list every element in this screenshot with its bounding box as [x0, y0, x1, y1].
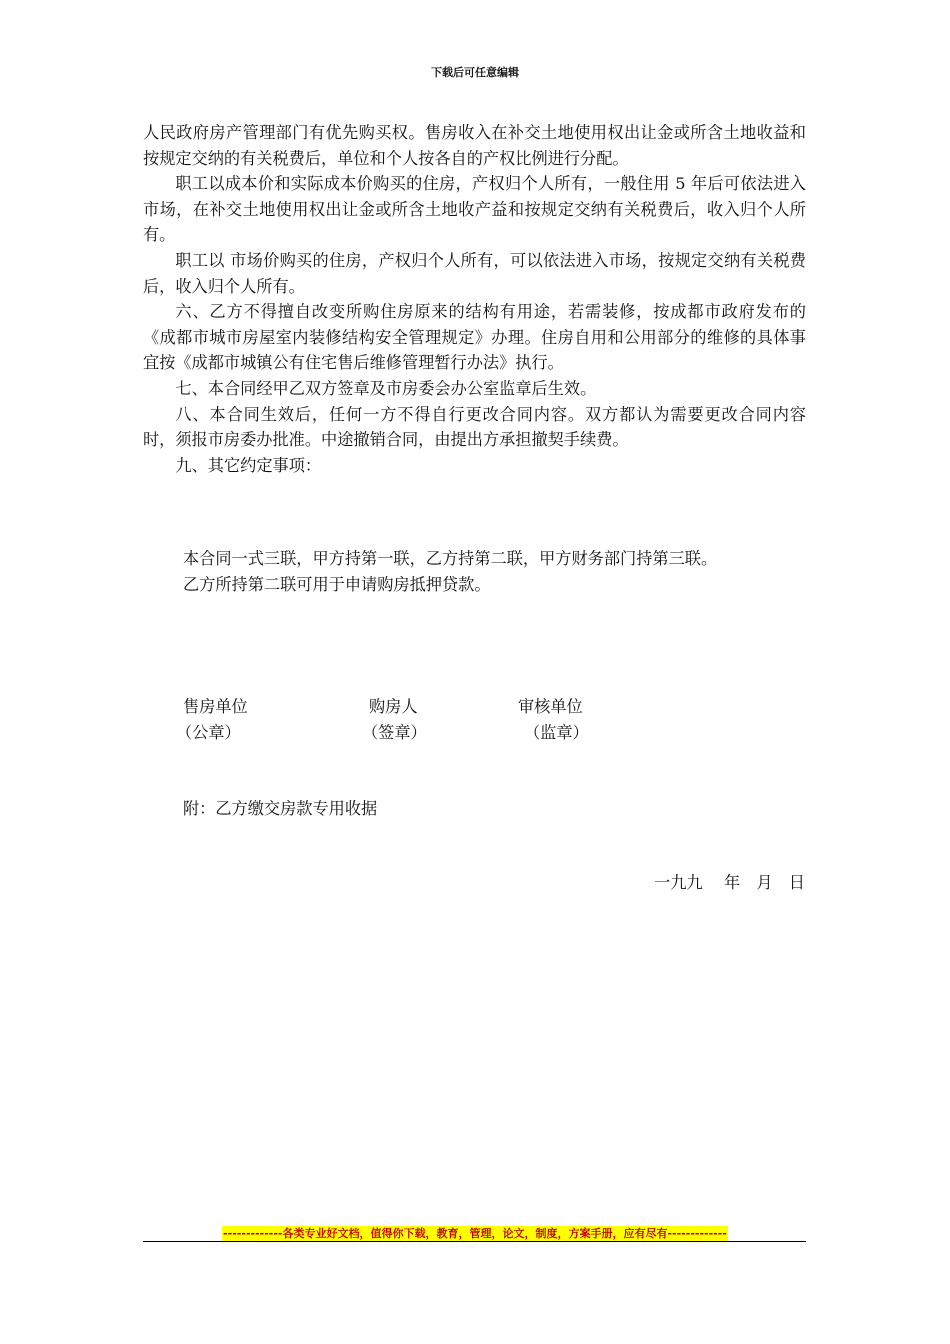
signature-buyer-seal: （签章） [362, 723, 427, 742]
paragraph-market-price: 职工以 市场价购买的住房，产权归个人所有，可以依法进入市场，按规定交纳有关税费后，收入归个人所有。 [143, 250, 806, 296]
page-header [0, 66, 950, 80]
signature-seller-title: 售房单位 [183, 697, 248, 716]
closing-line-loan: 乙方所持第二联可用于申请购房抵押贷款。 [183, 575, 491, 594]
clause-eight: 八、本合同生效后，任何一方不得自行更改合同内容。双方都认为需要更改合同内容时，须报市房委办批准。中途撤销合同，由提出方承担撤契手续费。 [143, 404, 806, 450]
paragraph-cost-price: 职工以成本价和实际成本价购买的住房，产权归个人所有，一般住用 5 年后可依法进入市场，在补交土地使用权出让金或所含土地收产益和按规定交纳有关税费后，收入归个人所有。 [143, 174, 806, 245]
contract-body [143, 120, 806, 478]
signature-auditor-seal: （监章） [524, 723, 589, 742]
footer-divider [143, 1241, 806, 1242]
attachment-note: 附：乙方缴交房款专用收据 [183, 799, 378, 818]
closing-notes [183, 546, 823, 598]
closing-line-copies: 本合同一式三联，甲方持第一联，乙方持第二联，甲方财务部门持第三联。 [183, 549, 718, 568]
footer-banner: -------------各类专业好文档，值得你下载，教育，管理，论文，制度，方案手册，应有尽有------------- [223, 1227, 727, 1240]
header-title: 下载后可任意编辑 [431, 66, 519, 79]
page-footer [0, 1222, 950, 1242]
paragraph-property-rights: 人民政府房产管理部门有优先购买权。售房收入在补交土地使用权出让金或所含土地收益和按规定交纳的有关税费后，单位和个人按各自的产权比例进行分配。 [143, 123, 806, 168]
clause-six: 六、乙方不得擅自改变所购住房原来的结构有用途，若需装修，按成都市政府发布的《成都市城市房屋室内装修结构安全管理规定》办理。住房自用和公用部分的维修的具体事宜按《成都市城镇公有住宅售后维修管理暂行办法》执行。 [143, 302, 806, 373]
signature-auditor-title: 审核单位 [518, 697, 583, 716]
signature-seller-seal: （公章） [176, 723, 241, 742]
signature-buyer-title: 购房人 [369, 697, 418, 716]
date-line: 一九九 年 月 日 [654, 873, 805, 892]
clause-nine: 九、其它约定事项： [175, 455, 322, 475]
clause-seven: 七、本合同经甲乙双方签章及市房委会办公室监章后生效。 [175, 378, 597, 398]
